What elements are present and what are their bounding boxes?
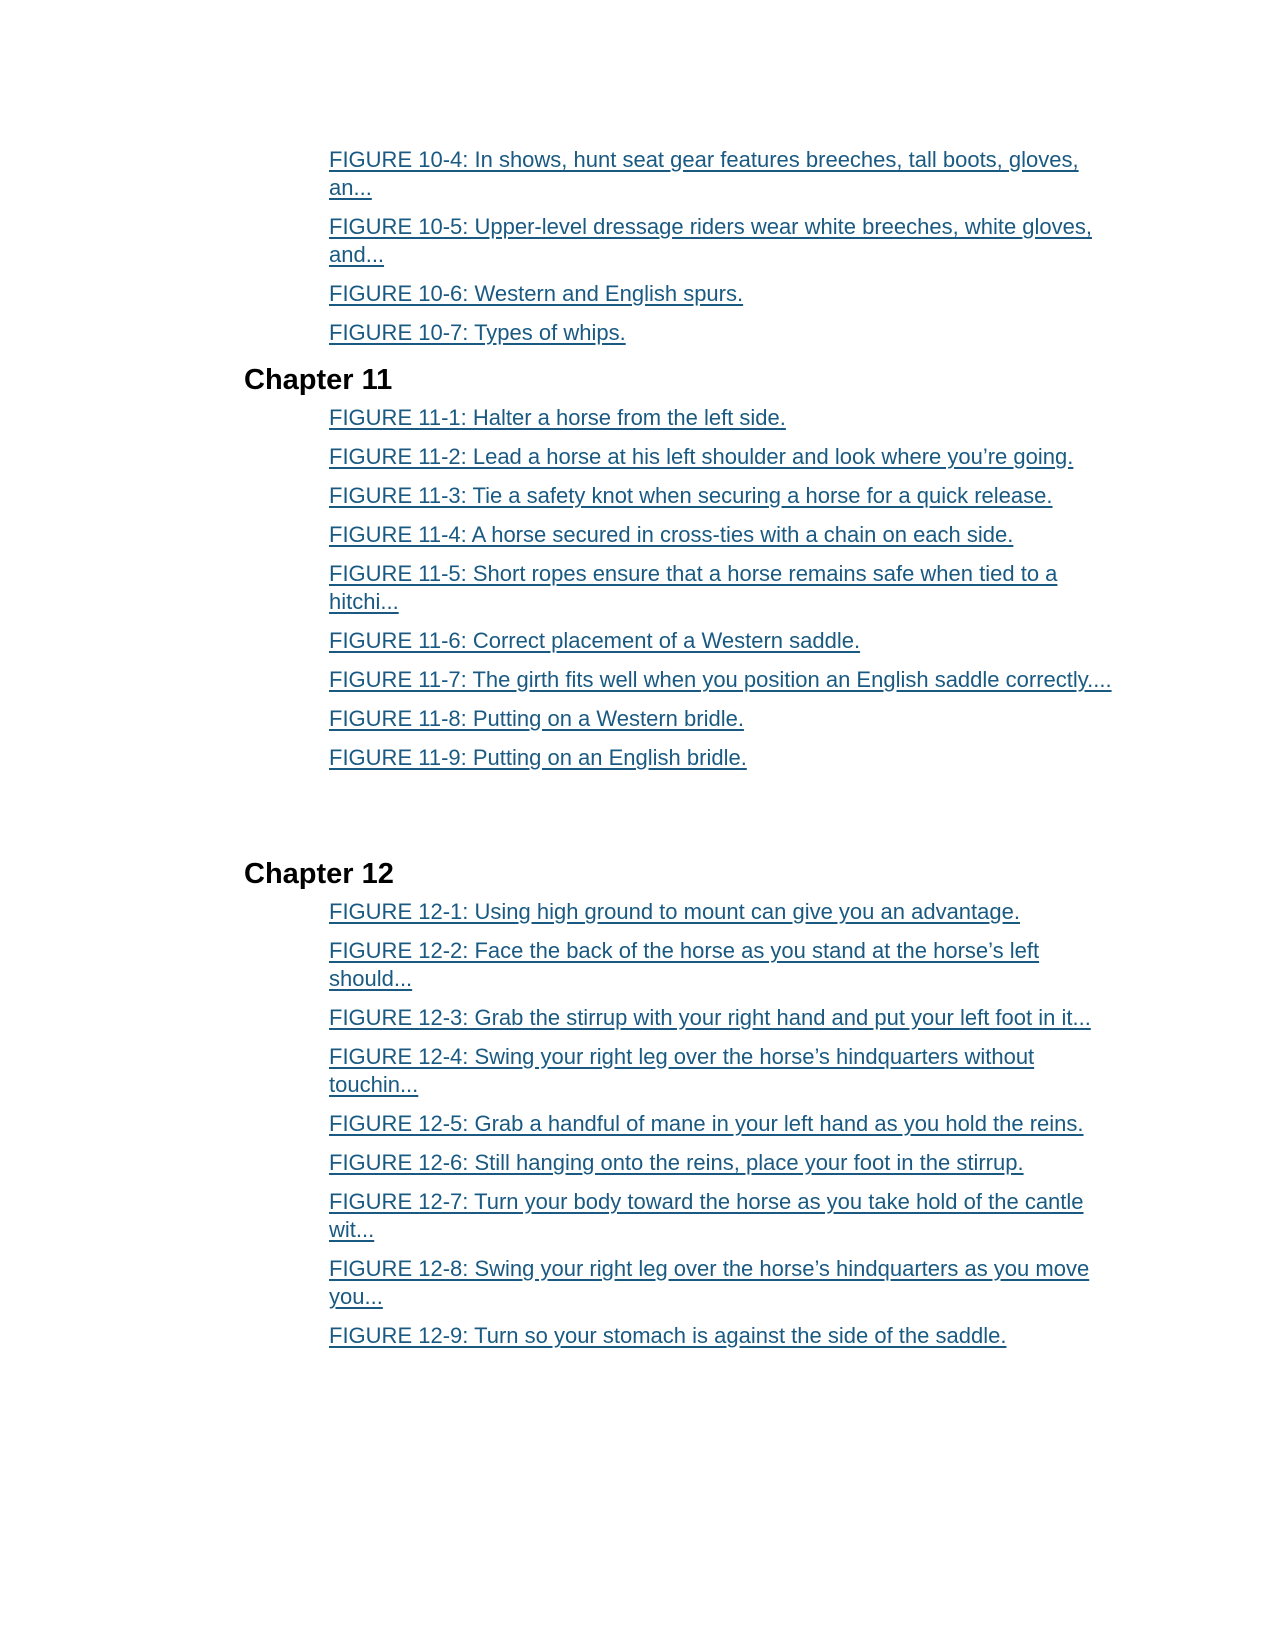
figure-link-12-8[interactable]: FIGURE 12-8: Swing your right leg over the horse’s hindquarters as you move you... <box>329 1256 1090 1309</box>
figure-link-12-2[interactable]: FIGURE 12-2: Face the back of the horse as you stand at the horse’s left should... <box>329 938 1040 991</box>
figure-entry <box>329 404 1119 432</box>
figure-entry <box>329 1043 1119 1099</box>
figure-link-11-2[interactable]: FIGURE 11-2: Lead a horse at his left shoulder and look where you’re going. <box>329 444 1074 469</box>
figure-link-11-4[interactable]: FIGURE 11-4: A horse secured in cross-ties with a chain on each side. <box>329 522 1014 547</box>
figure-entry <box>329 666 1119 694</box>
chapter-12-figure-list <box>329 898 1119 1350</box>
figure-link-11-6[interactable]: FIGURE 11-6: Correct placement of a Western saddle. <box>329 628 861 653</box>
chapter-12-section <box>244 856 1144 1361</box>
figure-entry <box>329 280 1119 308</box>
figure-link-11-1[interactable]: FIGURE 11-1: Halter a horse from the left side. <box>329 405 786 430</box>
figure-entry <box>329 1255 1119 1311</box>
figure-entry <box>329 705 1119 733</box>
chapter-10-figure-list <box>329 146 1119 358</box>
figure-entry <box>329 937 1119 993</box>
figure-link-12-7[interactable]: FIGURE 12-7: Turn your body toward the horse as you take hold of the cantle wit... <box>329 1189 1084 1242</box>
chapter-heading: Chapter 11 <box>244 364 393 396</box>
figure-entry <box>329 627 1119 655</box>
figure-link-12-5[interactable]: FIGURE 12-5: Grab a handful of mane in your left hand as you hold the reins. <box>329 1111 1084 1136</box>
figure-entry <box>329 146 1119 202</box>
figure-entry <box>329 1188 1119 1244</box>
figure-entry <box>329 521 1119 549</box>
figure-entry <box>329 482 1119 510</box>
figure-link-11-3[interactable]: FIGURE 11-3: Tie a safety knot when securing a horse for a quick release. <box>329 483 1053 508</box>
chapter-11-figure-list <box>329 404 1119 772</box>
figure-entry <box>329 744 1119 772</box>
figure-link-11-7[interactable]: FIGURE 11-7: The girth fits well when you position an English saddle correctly.... <box>329 667 1112 692</box>
figure-link-11-8[interactable]: FIGURE 11-8: Putting on a Western bridle. <box>329 706 744 731</box>
figure-entry <box>329 898 1119 926</box>
figure-link-12-9[interactable]: FIGURE 12-9: Turn so your stomach is against the side of the saddle. <box>329 1323 1007 1348</box>
figure-entry <box>329 1149 1119 1177</box>
figure-link-12-1[interactable]: FIGURE 12-1: Using high ground to mount can give you an advantage. <box>329 899 1020 924</box>
figure-link-10-6[interactable]: FIGURE 10-6: Western and English spurs. <box>329 281 744 306</box>
figure-link-10-5[interactable]: FIGURE 10-5: Upper-level dressage riders wear white breeches, white gloves, and... <box>329 214 1092 267</box>
figure-link-10-4[interactable]: FIGURE 10-4: In shows, hunt seat gear features breeches, tall boots, gloves, an... <box>329 147 1079 200</box>
figure-entry <box>329 1004 1119 1032</box>
figure-entry <box>329 1110 1119 1138</box>
figure-link-10-7[interactable]: FIGURE 10-7: Types of whips. <box>329 320 626 345</box>
figure-entry <box>329 213 1119 269</box>
figure-link-12-3[interactable]: FIGURE 12-3: Grab the stirrup with your right hand and put your left foot in it... <box>329 1005 1091 1030</box>
figure-link-11-9[interactable]: FIGURE 11-9: Putting on an English bridle. <box>329 745 747 770</box>
figure-entry <box>329 560 1119 616</box>
chapter-11-section <box>244 362 1144 783</box>
chapter-heading: Chapter 12 <box>244 858 394 890</box>
figure-entry <box>329 443 1119 471</box>
figure-link-12-4[interactable]: FIGURE 12-4: Swing your right leg over the horse’s hindquarters without touchin... <box>329 1044 1035 1097</box>
figure-entry <box>329 319 1119 347</box>
figure-link-12-6[interactable]: FIGURE 12-6: Still hanging onto the reins, place your foot in the stirrup. <box>329 1150 1024 1175</box>
figure-entry <box>329 1322 1119 1350</box>
figure-link-11-5[interactable]: FIGURE 11-5: Short ropes ensure that a horse remains safe when tied to a hitchi... <box>329 561 1058 614</box>
